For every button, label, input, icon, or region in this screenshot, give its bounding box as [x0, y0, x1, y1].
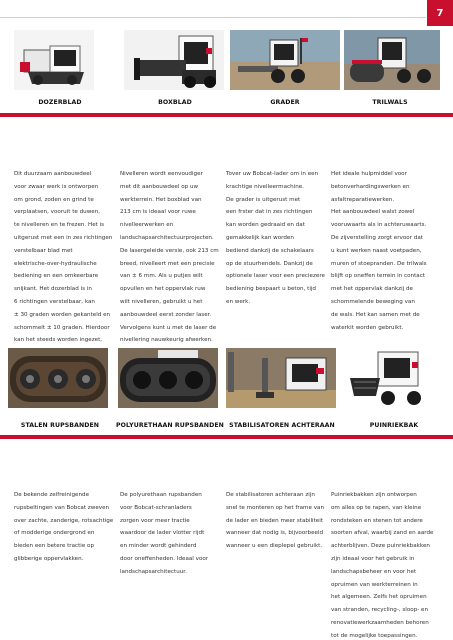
text-line: achterblijven. Deze puinriekbakken	[331, 543, 430, 550]
label-puinriekbak: PUINRIEKBAK	[369, 422, 419, 429]
label-dozerblad: DOZERBLAD	[38, 99, 82, 106]
text-line: waterkit worden gebruikt.	[331, 324, 404, 331]
text-line: vooruwaarts als in achteruwaarts.	[331, 222, 427, 229]
text-line: Vervolgens kunt u met de laser de	[120, 324, 217, 331]
text-line: op de stuurhendels. Dankzij de	[226, 260, 313, 267]
top-divider	[0, 17, 426, 18]
text-line: gemakkelijk kan worden	[226, 234, 294, 241]
text-line: ± 30 graden worden gekanteld en	[14, 311, 111, 318]
text-line: de lader en bieden meer stabiliteit	[226, 517, 323, 524]
text-line: landschapsbeheer en voor het	[331, 568, 417, 575]
text-line: wanneer u een dieplepel gebruikt.	[226, 543, 323, 550]
text-line: aanbouwdeel eerst zonder laser.	[120, 311, 212, 318]
text-line: asfaltreparatiewerken.	[331, 196, 395, 203]
photo-row-2	[0, 348, 453, 408]
polyurethaan-rupsbanden-photo	[118, 348, 218, 408]
label-boxblad: BOXBLAD	[158, 99, 192, 106]
stabilisatoren-photo	[226, 348, 336, 408]
label-trilwals: TRILWALS	[372, 99, 408, 106]
grader-photo	[230, 30, 340, 90]
stalen-rupsbanden-photo	[8, 348, 108, 408]
text-line: Het ideale hulpmiddel voor	[331, 171, 407, 177]
text-line: waardoor de lader vlotter rijdt	[120, 530, 205, 537]
text-line: De polyurethaan rupsbanden	[120, 492, 202, 498]
text-line: nivellering nauwkeurig afwerken.	[120, 337, 213, 344]
text-line: kan het steeds worden ingezet,	[14, 337, 103, 344]
text-line: elektrische-over-hydraulische	[14, 260, 97, 267]
text-line: De stabilisatoren achteraan zijn	[226, 492, 315, 498]
text-line: u kunt werken naast voetpaden,	[331, 247, 422, 254]
text-line: door oneffenheden. Ideaal voor	[120, 555, 209, 562]
trilwals-photo	[344, 30, 440, 90]
text-line: snel te monteren op het frame van	[226, 504, 324, 511]
text-line: het algemeen. Zelfs het opruimen	[331, 594, 427, 601]
label-polyurethaan-rupsbanden: POLYURETHAAN RUPSBANDEN	[116, 422, 224, 429]
puinriekbak-photo	[344, 348, 440, 408]
text-line: wilt nivelleren, gebruikt u het	[120, 298, 203, 305]
text-line: wanneer dat nodig is, bijvoorbeeld	[226, 530, 324, 537]
text-line: opruimen van werkterreinen in	[331, 581, 418, 588]
text-line: De grader is uitgerust met	[226, 196, 301, 203]
text-line: soorten afval, waarbij zand en aarde	[331, 530, 434, 537]
text-line: bediend dankzij de schakelaars	[226, 247, 314, 254]
red-divider-1	[0, 113, 453, 117]
text-line: en werk.	[226, 298, 251, 305]
text-line: Nivelleren wordt eenvoudiger	[120, 171, 203, 177]
text-line: bediening en een omkeerbare	[14, 273, 99, 280]
label-row-2	[0, 422, 453, 434]
text-line: verstelbaar blad met	[14, 247, 73, 254]
text-line: opvullen en het oppervlak ruw	[120, 286, 206, 293]
text-line: landschapsarchitectuurprojecten.	[120, 234, 214, 241]
text-line: De zijverstelling zorgt ervoor dat	[331, 234, 423, 241]
text-line: snijkant. Het dozerblad is in	[14, 286, 92, 293]
dozerblad-description	[14, 168, 112, 360]
text-line: voor Bobcat-schranladers	[120, 504, 192, 511]
text-line: over zachte, zanderige, rotsachtige	[14, 517, 114, 524]
dozerblad-photo	[14, 30, 94, 90]
text-line: rupsbeltingen van Bobcat zweven	[14, 504, 110, 511]
polyurethaan-rupsbanden-description	[120, 489, 208, 579]
text-line: werkterrein. Het boxblad van	[120, 196, 202, 203]
text-line: De bekende zelfreinigende	[14, 492, 90, 498]
text-line: om alles op te rapen, van kleine	[331, 504, 422, 511]
text-line: uitgerust met een in zes richtingen	[14, 234, 113, 241]
text-line: te nivelleren en te frezen. Het is	[14, 222, 105, 229]
label-grader: GRADER	[270, 99, 300, 106]
text-line: muren of stoepranden. De trilwals	[331, 260, 427, 267]
text-line: en minder wordt gehinderd	[120, 543, 197, 550]
text-line: 213 cm is ideaal voor ruwe	[120, 209, 196, 216]
stabilisatoren-description	[226, 489, 324, 553]
text-line: landschapsarchitectuur.	[120, 568, 187, 575]
text-line: bediening bespaart u beton, tijd	[226, 286, 316, 293]
text-line: nivelleerwerken en	[120, 222, 174, 229]
text-line: schommelt ± 10 graden. Hierdoor	[14, 324, 110, 331]
grader-description	[226, 168, 325, 309]
text-line: 6 richtingen verstelbaar, kan	[14, 298, 95, 305]
text-line: tot de mogelijke toepassingen.	[331, 632, 418, 639]
text-line: breed, nivelleert met een precisie	[120, 260, 215, 267]
boxblad-photo	[124, 30, 224, 90]
text-line: krachtige nivelleermachine.	[226, 183, 304, 190]
text-line: zijn ideaal voor het gebruik in	[331, 555, 415, 562]
label-stalen-rupsbanden: STALEN RUPSBANDEN	[20, 422, 100, 429]
text-line: verplaatsen, vooruit te duwen,	[14, 209, 101, 216]
text-line: of modderige ondergrond en	[14, 530, 95, 537]
label-stabilisatoren-achteraan: STABILISATOREN ACHTERAAN	[229, 422, 335, 429]
text-line: met het oppervlak dankzij de	[331, 286, 413, 293]
text-line: bieden een betere tractie op	[14, 543, 95, 550]
text-line: blijft op oneffen terrein in contact	[331, 273, 425, 280]
label-row-1	[0, 99, 453, 111]
text-line: van ± 6 mm. Als u putjes wilt	[120, 273, 203, 280]
page-number-badge	[427, 0, 453, 26]
text-line: zorgen voor meer tractie	[120, 517, 190, 524]
puinriekbak-description	[331, 489, 433, 640]
page-number: 7	[436, 7, 444, 19]
text-line: een frster dat in zes richtingen	[226, 209, 313, 216]
text-line: renovatiewerkzaamheden behoren	[331, 619, 429, 626]
text-line: schommelende beweging van	[331, 298, 415, 305]
text-line: om grond, zoden en grind te	[14, 196, 94, 203]
trilwals-description	[331, 168, 427, 334]
boxblad-description	[120, 168, 219, 347]
text-line: optionele laser voor een preciezere	[226, 273, 325, 280]
text-line: rondsteken en stenen tot andere	[331, 517, 423, 524]
photo-row-1	[0, 30, 453, 90]
text-line: betonverhardingswerken en	[331, 183, 410, 190]
text-line: Het aanbouwdeel walst zowel	[331, 209, 415, 216]
text-line: Puinriekbakken zijn ontworpen	[331, 492, 417, 498]
text-line: de wals. Het kan samen met de	[331, 311, 420, 318]
text-line: De lasergeleide versie, ook 213 cm	[120, 247, 219, 254]
text-line: Tover uw Bobcat-lader om in een	[226, 171, 319, 177]
text-line: glibberige oppervlakken.	[14, 555, 84, 562]
text-line: van stranden, recycling-, sloop- en	[331, 607, 429, 614]
text-line: kan worden gedraaid en dat	[226, 222, 305, 229]
red-divider-2	[0, 435, 453, 439]
text-line: met dit aanbouwdeel op uw	[120, 183, 199, 190]
text-line: Dit duurzaam aanbouwdeel	[14, 171, 92, 177]
stalen-rupsbanden-description	[14, 489, 113, 566]
text-line: voor zwaar werk is ontworpen	[14, 183, 99, 190]
